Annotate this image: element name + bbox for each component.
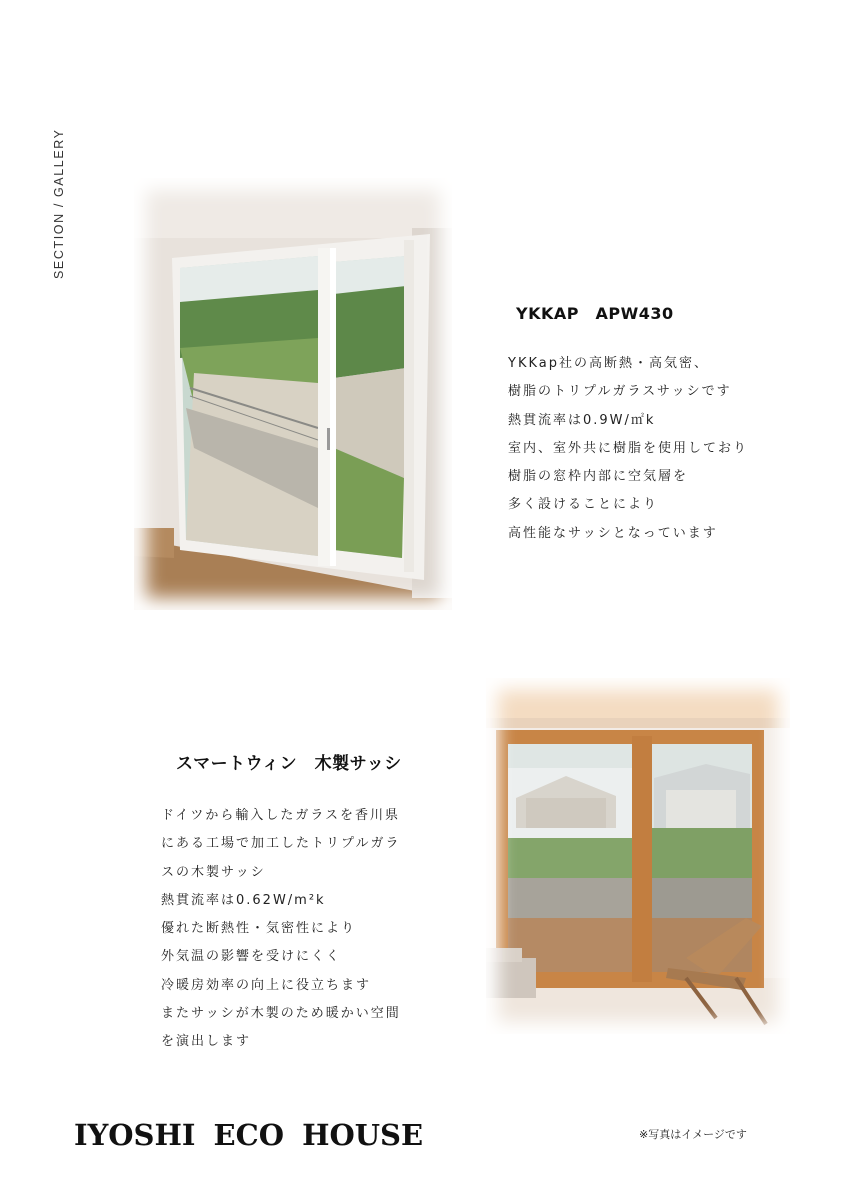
product-2-line: にある工場で加工したトリプルガラ [161,836,401,852]
product-2-title: スマートウィン 木製サッシ [176,754,402,774]
product-1-line: 樹脂の窓枠内部に空気層を [508,469,689,485]
product-2-line: 優れた断熱性・気密性により [161,921,357,937]
product-2-line: を演出します [161,1034,252,1050]
product-2-line: ドイツから輸入したガラスを香川県 [161,808,400,823]
product-1-title: YKKAP APW430 [516,304,674,323]
product-2-line: 熱貫流率は0.62W/m²k [161,892,326,908]
photo-resin-window [134,178,452,610]
product-1-line: YKKap社の高断熱・高気密、 [508,356,709,371]
product-1-line: 樹脂のトリプルガラスサッシです [508,384,732,400]
section-label-text: SECTION / GALLERY [52,128,66,279]
section-label [52,114,72,284]
product-1-line: 熱貫流率は0.9W/㎡k [508,412,656,428]
product-2-line: 外気温の影響を受けにくく [161,949,342,965]
photo-wooden-window [486,678,790,1034]
product-1-line: 高性能なサッシとなっています [508,525,718,541]
product-2-description [161,802,401,1057]
product-1-description [508,350,748,548]
wooden-window-illustration [486,678,790,1034]
product-2-line: 冷暖房効率の向上に役立ちます [161,977,372,993]
image-note: ※写真はイメージです [639,1128,747,1141]
brand-wordmark: IYOSHI ECO HOUSE [74,1118,424,1152]
resin-window-illustration [134,178,452,610]
product-1-line: 多く設けることにより [508,497,659,513]
product-2-line: スの木製サッシ [161,864,266,880]
product-1-line: 室内、室外共に樹脂を使用しており [508,440,749,456]
product-2-line: またサッシが木製のため暖かい空間 [161,1006,401,1022]
